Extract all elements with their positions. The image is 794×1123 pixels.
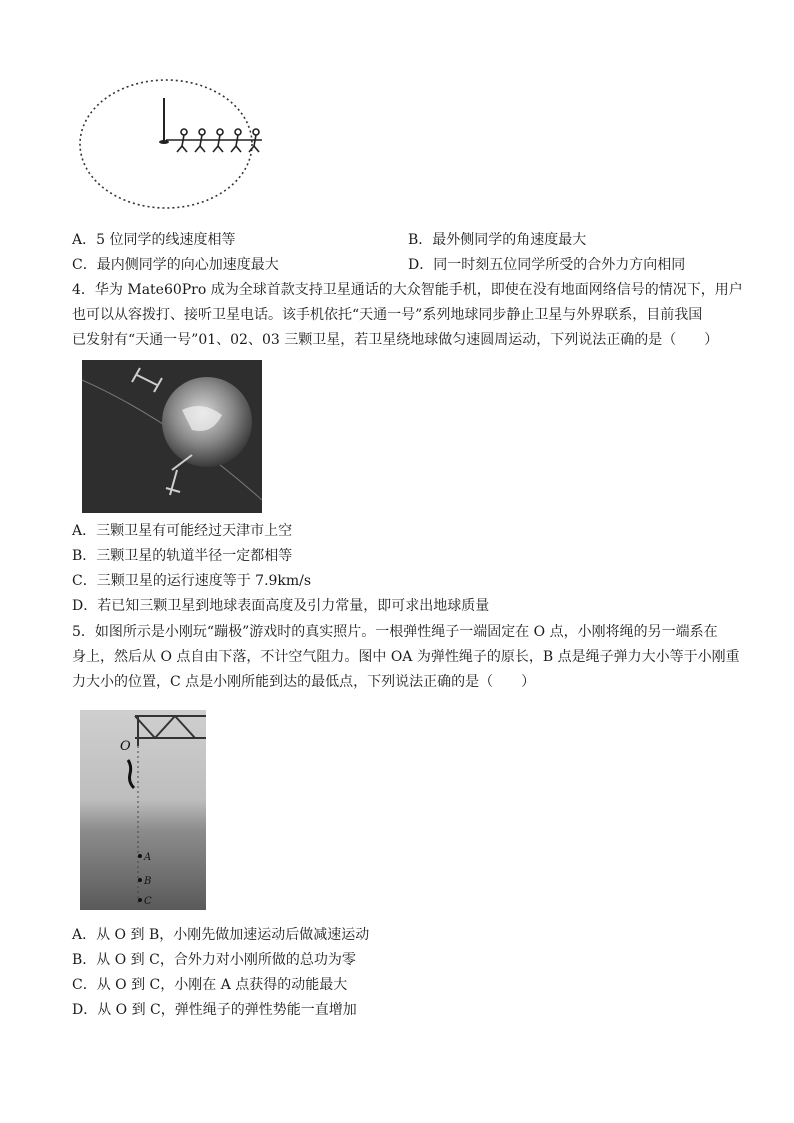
label-c: C [144,896,152,907]
point-b [138,878,142,882]
q4-option-c: C．三颗卫星的运行速度等于 7.9km/s [72,573,312,589]
q5-stem-line-1: 5．如图所示是小刚玩“蹦极”游戏时的真实照片。一根弹性绳子一端固定在 O 点，小刚将绳的另一端系在 [72,624,718,640]
q4-stem-line-1: 4．华为 Mate60Pro 成为全球首款支持卫星通话的大众智能手机，即使在没有地面网络信号的情况下，用户 [72,282,743,298]
q5-option-a: A．从 O 到 B，小刚先做加速运动后做减速运动 [72,927,370,943]
q5-stem-line-2: 身上，然后从 O 点自由下落，不计空气阻力。图中 OA 为弹性绳子的原长，B 点是绳子弹力大小等于小刚重 [72,649,740,665]
q3-option-b: B．最外侧同学的角速度最大 [408,232,587,248]
q3-option-d: D．同一时刻五位同学所受的合外力方向相同 [408,257,686,273]
label-o: O [120,739,131,754]
q4-option-a: A．三颗卫星有可能经过天津市上空 [72,523,293,539]
q4-option-d: D．若已知三颗卫星到地球表面高度及引力常量，即可求出地球质量 [72,598,490,614]
q5-stem-line-3: 力大小的位置，C 点是小刚所能到达的最低点，下列说法正确的是（ ） [72,674,536,690]
q5-option-c: C．从 O 到 C，小刚在 A 点获得的动能最大 [72,977,348,993]
q5-bungee-photo [80,710,206,910]
point-a [138,854,142,858]
q5-option-d: D．从 O 到 C，弹性绳子的弹性势能一直增加 [72,1002,357,1018]
circular-track [80,80,252,208]
label-b: B [144,876,152,887]
q3-option-c: C．最内侧同学的向心加速度最大 [72,257,279,273]
q5-option-b: B．从 O 到 C，合外力对小刚所做的总功为零 [72,952,356,968]
q4-stem-line-3: 已发射有“天通一号”01、02、03 三颗卫星，若卫星绕地球做匀速圆周运动，下列说法正确的是（ ） [72,332,719,348]
q4-satellite-photo [82,360,262,513]
label-a: A [144,852,152,863]
q4-option-b: B．三颗卫星的轨道半径一定都相等 [72,548,293,564]
q3-option-a: A．5 位同学的线速度相等 [72,232,236,248]
q3-figure [76,60,276,215]
q4-stem-line-2: 也可以从容拨打、接听卫星电话。该手机依托“天通一号”系列地球同步静止卫星与外界联系，目前我国 [72,307,703,323]
point-c [138,898,142,902]
